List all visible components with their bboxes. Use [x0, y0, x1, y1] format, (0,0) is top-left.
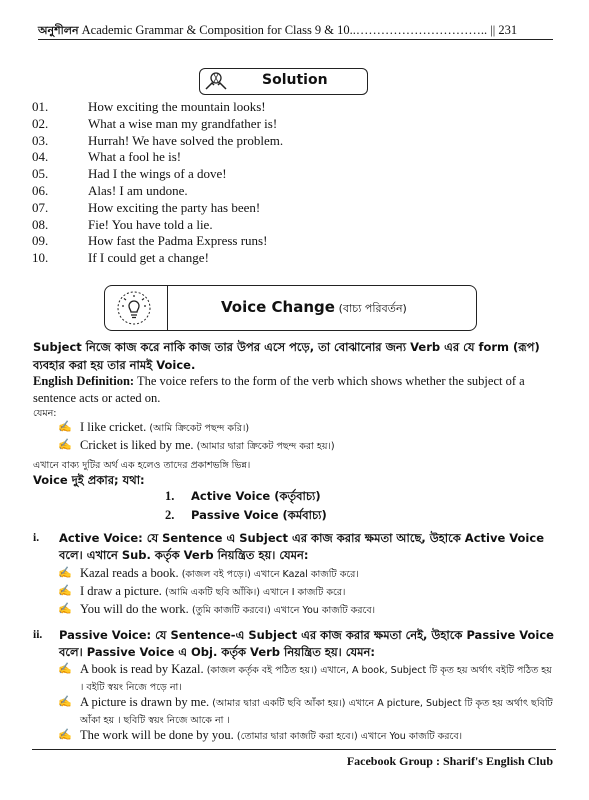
list-item: 01. How exciting the mountain looks! [32, 99, 266, 114]
example-label: যেমন: [33, 408, 57, 419]
solution-list [32, 99, 283, 267]
list-item: ✍ A book is read by Kazal. (কাজল কর্তৃক বই পঠিত হয়।) এখানে, A book, Subject টি কৃত হয় অর্থাৎ বইটি পঠিত হয় । বইটি স্বয়ং নিজে পড়ে না। [58, 662, 553, 695]
list-item: ✍ Cricket is liked by me. (আমার দ্বারা ক্রিকেট পছন্দ করা হয়।) [58, 437, 548, 455]
pen-bullet-icon: ✍ [58, 729, 72, 741]
list-item: ✍ I like cricket. (আমি ক্রিকেট পছন্দ করি।) [58, 419, 548, 437]
list-item: ✍ Kazal reads a book. (কাজল বই পড়ে।) এখানে Kazal কাজটি করে। [58, 565, 553, 583]
list-item: 04. What a fool he is! [32, 149, 182, 165]
list-item: 09. How fast the Padma Express runs! [32, 233, 268, 249]
list-item: 06. Alas! I am undone. [32, 182, 188, 198]
list-item: 02. What a wise man my grandfather is! [32, 115, 278, 131]
pen-bullet-icon: ✍ [58, 603, 72, 615]
pen-bullet-icon: ✍ [58, 421, 72, 433]
list-item: ✍ You will do the work. (তুমি কাজটি করবে।) এখানে You কাজটি করবে। [58, 601, 553, 619]
example-note: এখানে বাক্য দুটির অর্থ এক হলেও তাদের প্রকাশভঙ্গি ভিন্ন। [33, 460, 251, 471]
pen-bullet-icon: ✍ [58, 585, 72, 597]
footer-text: Facebook Group : Sharif's English Club [346, 754, 553, 768]
active-voice-definition: Active Voice: যে Sentence এ Subject এর কাজ করার ক্ষমতা আছে, উহাকে Active Voice বলে। এখানে Sub. কর্তৃক Verb নিয়ন্ত্রিত হয়। যেমন: [59, 531, 544, 562]
header-title: Academic Grammar & Composition for Class 9 & 10..………………………….. [81, 23, 488, 37]
solution-title: Solution [262, 72, 328, 88]
active-examples [58, 565, 553, 619]
passive-voice-definition: Passive Voice: যে Sentence-এ Subject এর কাজ করার ক্ষমতা নেই, উহাকে Passive Voice বলে। Passive Voice এ Obj. কর্তৃক Verb নিয়ন্ত্রিত হয়। যেমন: [59, 628, 554, 659]
list-item: ✍ I draw a picture. (আমি একটি ছবি আঁকি।) এখানে I কাজটি করে। [58, 583, 553, 601]
types-heading: Voice দুই প্রকার; যথা: [33, 473, 145, 487]
heading-divider [167, 285, 168, 331]
solution-heading-box [199, 68, 368, 95]
page-number: || 231 [490, 23, 518, 37]
intro-examples [58, 419, 548, 455]
english-definition: English Definition: The voice refers to the form of the verb which shows whether the subject of a sentence acts or acted on. [33, 374, 525, 405]
header-divider [38, 39, 553, 40]
list-item: 1. Active Voice (কর্তৃবাচ্য) [165, 489, 321, 503]
section-marker: i. [33, 532, 40, 544]
section-marker: ii. [33, 629, 43, 641]
list-item: 03. Hurrah! We have solved the problem. [32, 132, 284, 148]
voice-change-title: Voice Change (বাচ্য পরিবর্তন) [221, 298, 407, 316]
voice-types-list [165, 487, 465, 525]
list-item: 07. How exciting the party has been! [32, 199, 261, 215]
active-voice-section [33, 530, 555, 564]
footer-divider [32, 749, 556, 750]
list-item: 05. Had I the wings of a dove! [32, 166, 227, 182]
list-item: 08. Fie! You have told a lie. [32, 216, 213, 232]
pen-bullet-icon: ✍ [58, 567, 72, 579]
list-item: ✍ The work will be done by you. (তোমার দ্বারা কাজটি করা হবে।) এখানে You কাজটি করবে। [58, 728, 553, 745]
passive-examples [58, 662, 553, 745]
pen-bullet-icon: ✍ [58, 439, 72, 451]
hands-bulb-icon [203, 71, 229, 92]
voice-change-heading-box [104, 285, 477, 331]
pen-bullet-icon: ✍ [58, 696, 72, 708]
list-item: ✍ A picture is drawn by me. (আমার দ্বারা একটি ছবি আঁকা হয়।) এখানে A picture, Subject টি কৃত হয় অর্থাৎ ছবিটি আঁকা হয় । ছবিটি স্বয়ং নিজে আকে না । [58, 695, 553, 728]
lightbulb-icon [117, 291, 151, 325]
bn-definition: Subject নিজে কাজ করে নাকি কাজ তার উপর এসে পড়ে, তা বোঝানোর জন্য Verb এর যে form (রূপ) ব্যবহার করা হয় তার নামই Voice. [33, 340, 540, 372]
list-item: 10. If I could get a change! [32, 250, 209, 266]
passive-voice-section [33, 627, 555, 661]
list-item: 2. Passive Voice (কর্মবাচ্য) [165, 508, 327, 522]
pen-bullet-icon: ✍ [58, 663, 72, 675]
brand-logo: অনুশীলন [38, 24, 79, 37]
